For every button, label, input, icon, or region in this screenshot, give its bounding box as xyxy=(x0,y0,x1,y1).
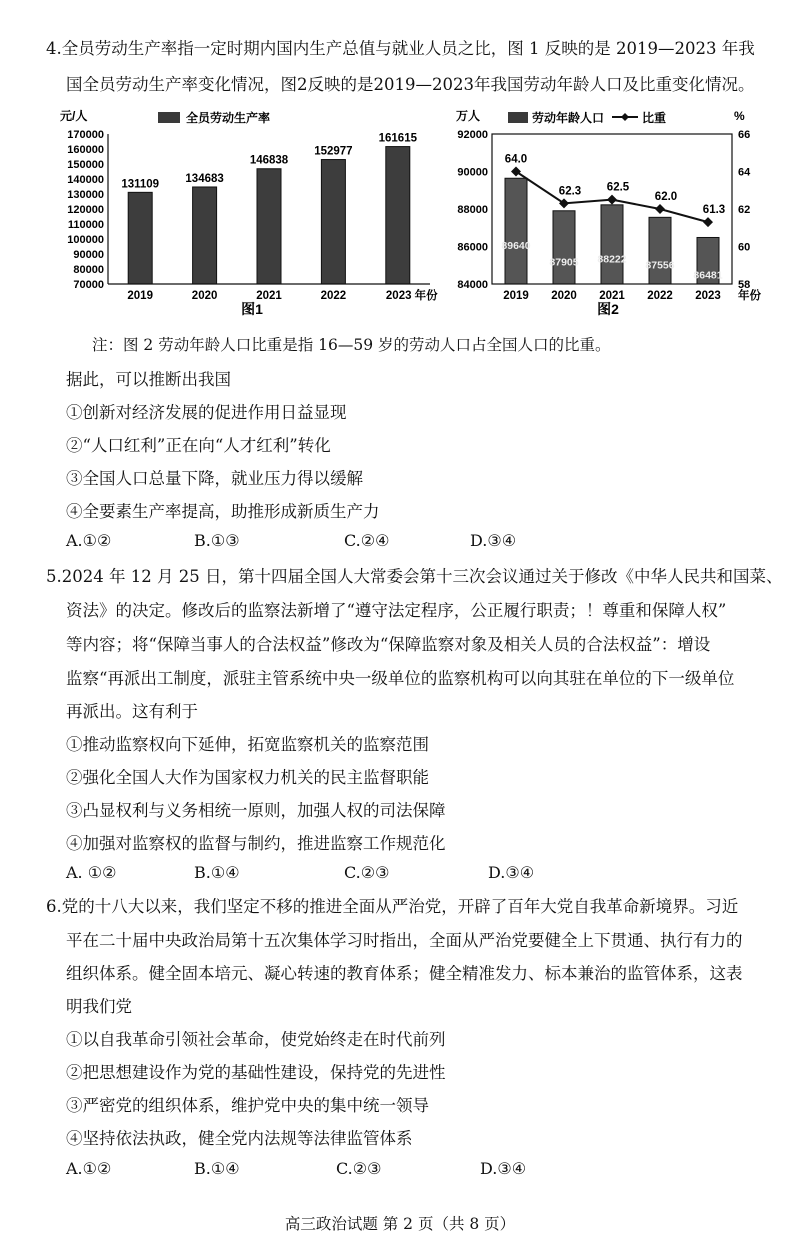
q6-option-4: ④坚持依法执政，健全党内法规等法律监管体系 xyxy=(66,1129,413,1148)
fig2-bar-value-label: 87556 xyxy=(645,259,675,272)
fig1-ytick-label: 160000 xyxy=(67,144,104,156)
fig1-bar xyxy=(321,160,345,284)
fig1-legend-swatch xyxy=(158,112,180,123)
fig1-bar xyxy=(257,169,281,284)
figure-1-chart xyxy=(40,104,440,324)
fig1-ytick-label: 80000 xyxy=(73,264,104,276)
fig2-line-value-label: 61.3 xyxy=(702,204,726,217)
fig1-bar xyxy=(193,187,217,284)
q4-choice-b[interactable]: B.①③ xyxy=(194,531,240,550)
q6-stem-line-2: 平在二十届中央政治局第十五次集体学习时指出，全面从严治党要健全上下贯通、执行有力的 xyxy=(66,931,743,950)
fig1-xtick-label: 2023 年份 xyxy=(385,290,438,302)
fig2-ylabel-right: % xyxy=(734,109,745,123)
q5-choice-a[interactable]: A. ①② xyxy=(66,863,117,882)
fig2-bar-value-label: 87905 xyxy=(549,256,579,269)
q6-option-3: ③严密党的组织体系，维护党中央的集中统一领导 xyxy=(66,1096,429,1115)
fig1-value-label: 134683 xyxy=(185,172,224,185)
fig1-ytick-label: 170000 xyxy=(67,129,104,141)
fig2-legend-bar-swatch xyxy=(508,112,528,123)
fig2-ytick-left-label: 88000 xyxy=(457,204,488,216)
fig2-bar xyxy=(649,217,671,284)
fig2-ytick-left-label: 90000 xyxy=(457,166,488,179)
q6-option-1: ①以自我革命引领社会革命，使党始终走在时代前列 xyxy=(66,1030,446,1049)
fig1-xtick-label: 2020 xyxy=(191,290,218,302)
fig1-ytick-label: 100000 xyxy=(67,234,104,246)
q5-stem-line-3: 等内容；将“保障当事人的合法权益”修改为“保障监察对象及相关人员的合法权益”：增设 xyxy=(66,635,711,654)
fig2-ytick-left-label: 92000 xyxy=(457,129,488,141)
fig2-line-value-label: 64.0 xyxy=(504,153,528,166)
q4-option-2: ②“人口红利”正在向“人才红利”转化 xyxy=(66,436,331,455)
q4-choice-d[interactable]: D.③④ xyxy=(470,531,517,550)
q6-option-2: ②把思想建设作为党的基础性建设，保持党的先进性 xyxy=(66,1063,446,1082)
fig2-xtick-label: 2019 xyxy=(503,290,529,302)
q6-stem-line-4: 明我们党 xyxy=(66,997,132,1016)
figure-2-chart xyxy=(412,104,792,324)
fig2-xtick-label: 2020 xyxy=(551,290,577,302)
q6-choice-c[interactable]: C.②③ xyxy=(336,1159,382,1178)
fig2-line-value-label: 62.3 xyxy=(558,185,582,198)
fig2-bar-value-label: 86481 xyxy=(693,269,723,282)
fig2-ytick-right-label: 62 xyxy=(738,204,751,216)
fig1-xtick-label: 2021 xyxy=(256,290,282,302)
fig2-legend-bar-label: 劳动年龄人口 xyxy=(532,111,605,125)
q5-option-2: ②强化全国人大作为国家权力机关的民主监督职能 xyxy=(66,768,429,787)
fig2-bar xyxy=(601,205,623,284)
fig1-xtick-label: 2022 xyxy=(320,290,347,302)
q6-choice-b[interactable]: B.①④ xyxy=(194,1159,240,1178)
q4-choice-a[interactable]: A.①② xyxy=(66,531,112,550)
q6-choice-a[interactable]: A.①② xyxy=(66,1159,112,1178)
q4-choice-c[interactable]: C.②④ xyxy=(344,531,390,550)
fig1-ytick-label: 70000 xyxy=(73,279,104,291)
q5-option-4: ④加强对监察权的监督与制约，推进监察工作规范化 xyxy=(66,834,446,853)
fig1-value-label: 131109 xyxy=(121,178,160,191)
fig1-legend-label: 全员劳动生产率 xyxy=(186,111,271,125)
fig2-bar xyxy=(553,211,575,284)
q4-stem-line-1: 4.全员劳动生产率指一定时期内国内生产总值与就业人员之比，图 1 反映的是 2019—2023 年我 xyxy=(46,39,755,58)
fig2-ytick-left-label: 84000 xyxy=(457,279,488,291)
fig1-ytick-label: 110000 xyxy=(67,219,104,231)
fig1-xtick-label: 2019 xyxy=(127,290,153,302)
q4-option-4: ④全要素生产率提高，助推形成新质生产力 xyxy=(66,502,380,521)
fig1-ytick-label: 130000 xyxy=(67,189,104,201)
fig1-ytick-label: 120000 xyxy=(67,204,104,216)
fig1-title: 图1 xyxy=(241,301,263,317)
fig2-xtick-label: 2023 xyxy=(695,290,721,302)
charts-area xyxy=(0,104,800,324)
fig1-ytick-label: 140000 xyxy=(67,174,104,186)
fig2-line-value-label: 62.0 xyxy=(654,191,678,203)
fig2-bar xyxy=(505,178,527,284)
fig2-bar-value-label: 89640 xyxy=(501,240,531,253)
fig1-ytick-label: 90000 xyxy=(73,249,104,261)
fig1-ylabel: 元/人 xyxy=(60,109,88,123)
q4-question: 据此，可以推断出我国 xyxy=(66,370,231,389)
page-footer: 高三政治试题 第 2 页（共 8 页） xyxy=(284,1215,516,1233)
fig2-line-point xyxy=(655,204,665,214)
q5-stem-line-1: 5.2024 年 12 月 25 日，第十四届全国人大常委会第十三次会议通过关于修改《中华人民共和国菜、 xyxy=(46,567,783,586)
q5-option-3: ③凸显权利与义务相统一原则，加强人权的司法保障 xyxy=(66,801,446,820)
q4-option-1: ①创新对经济发展的促进作用日益显现 xyxy=(66,403,347,422)
fig1-bar xyxy=(128,192,152,284)
fig1-value-label: 152977 xyxy=(314,145,353,158)
fig2-ytick-left-label: 86000 xyxy=(457,241,488,254)
q6-choice-d[interactable]: D.③④ xyxy=(480,1159,527,1178)
q5-stem-line-2: 资法》的决定。修改后的监察法新增了“遵守法定程序，公正履行职责；！尊重和保障人权” xyxy=(66,601,727,620)
fig2-ylabel-left: 万人 xyxy=(456,109,481,123)
fig1-value-label: 161615 xyxy=(378,132,417,145)
fig2-ytick-right-label: 58 xyxy=(738,279,751,291)
q5-option-1: ①推动监察权向下延伸，拓宽监察机关的监察范围 xyxy=(66,735,429,754)
fig2-xtick-label: 2022 xyxy=(647,290,673,302)
fig2-line-point xyxy=(703,217,713,227)
fig2-bar-value-label: 88222 xyxy=(597,253,627,266)
fig2-title: 图2 xyxy=(597,301,619,317)
fig2-line-value-label: 62.5 xyxy=(606,181,630,194)
fig2-xaxis-label: 年份 xyxy=(738,290,761,302)
q5-choice-b[interactable]: B.①④ xyxy=(194,863,240,882)
q4-note: 注：图 2 劳动年龄人口比重是指 16—59 岁的劳动人口占全国人口的比重。 xyxy=(92,336,611,354)
q6-stem-line-1: 6.党的十八大以来，我们坚定不移的推进全面从严治党，开辟了百年大党自我革命新境界。习近 xyxy=(46,897,739,916)
fig2-xtick-label: 2021 xyxy=(599,290,625,302)
fig2-ytick-right-label: 64 xyxy=(738,166,751,179)
fig2-legend-line-label: 比重 xyxy=(642,111,667,125)
q4-option-3: ③全国人口总量下降，就业压力得以缓解 xyxy=(66,469,363,488)
q4-stem-line-2: 国全员劳动生产率变化情况，图2反映的是2019—2023年我国劳动年龄人口及比重变化情况。 xyxy=(66,75,755,94)
fig1-value-label: 146838 xyxy=(249,154,289,167)
fig2-line-point xyxy=(607,195,617,205)
q5-choice-c[interactable]: C.②③ xyxy=(344,863,390,882)
q5-stem-line-4: 监察“再派出工制度，派驻主管系统中央一级单位的监察机构可以向其驻在单位的下一级单位 xyxy=(66,669,735,688)
fig1-ytick-label: 150000 xyxy=(67,159,104,171)
fig2-ytick-right-label: 60 xyxy=(738,241,751,254)
q5-stem-line-5: 再派出。这有利于 xyxy=(66,702,198,721)
q5-choice-d[interactable]: D.③④ xyxy=(488,863,535,882)
fig2-ytick-right-label: 66 xyxy=(738,129,751,141)
fig1-bar xyxy=(386,147,410,284)
fig2-legend-diamond-icon xyxy=(621,113,629,121)
q6-stem-line-3: 组织体系。健全固本培元、凝心转速的教育体系；健全精准发力、标本兼治的监管体系，这表 xyxy=(66,964,743,983)
